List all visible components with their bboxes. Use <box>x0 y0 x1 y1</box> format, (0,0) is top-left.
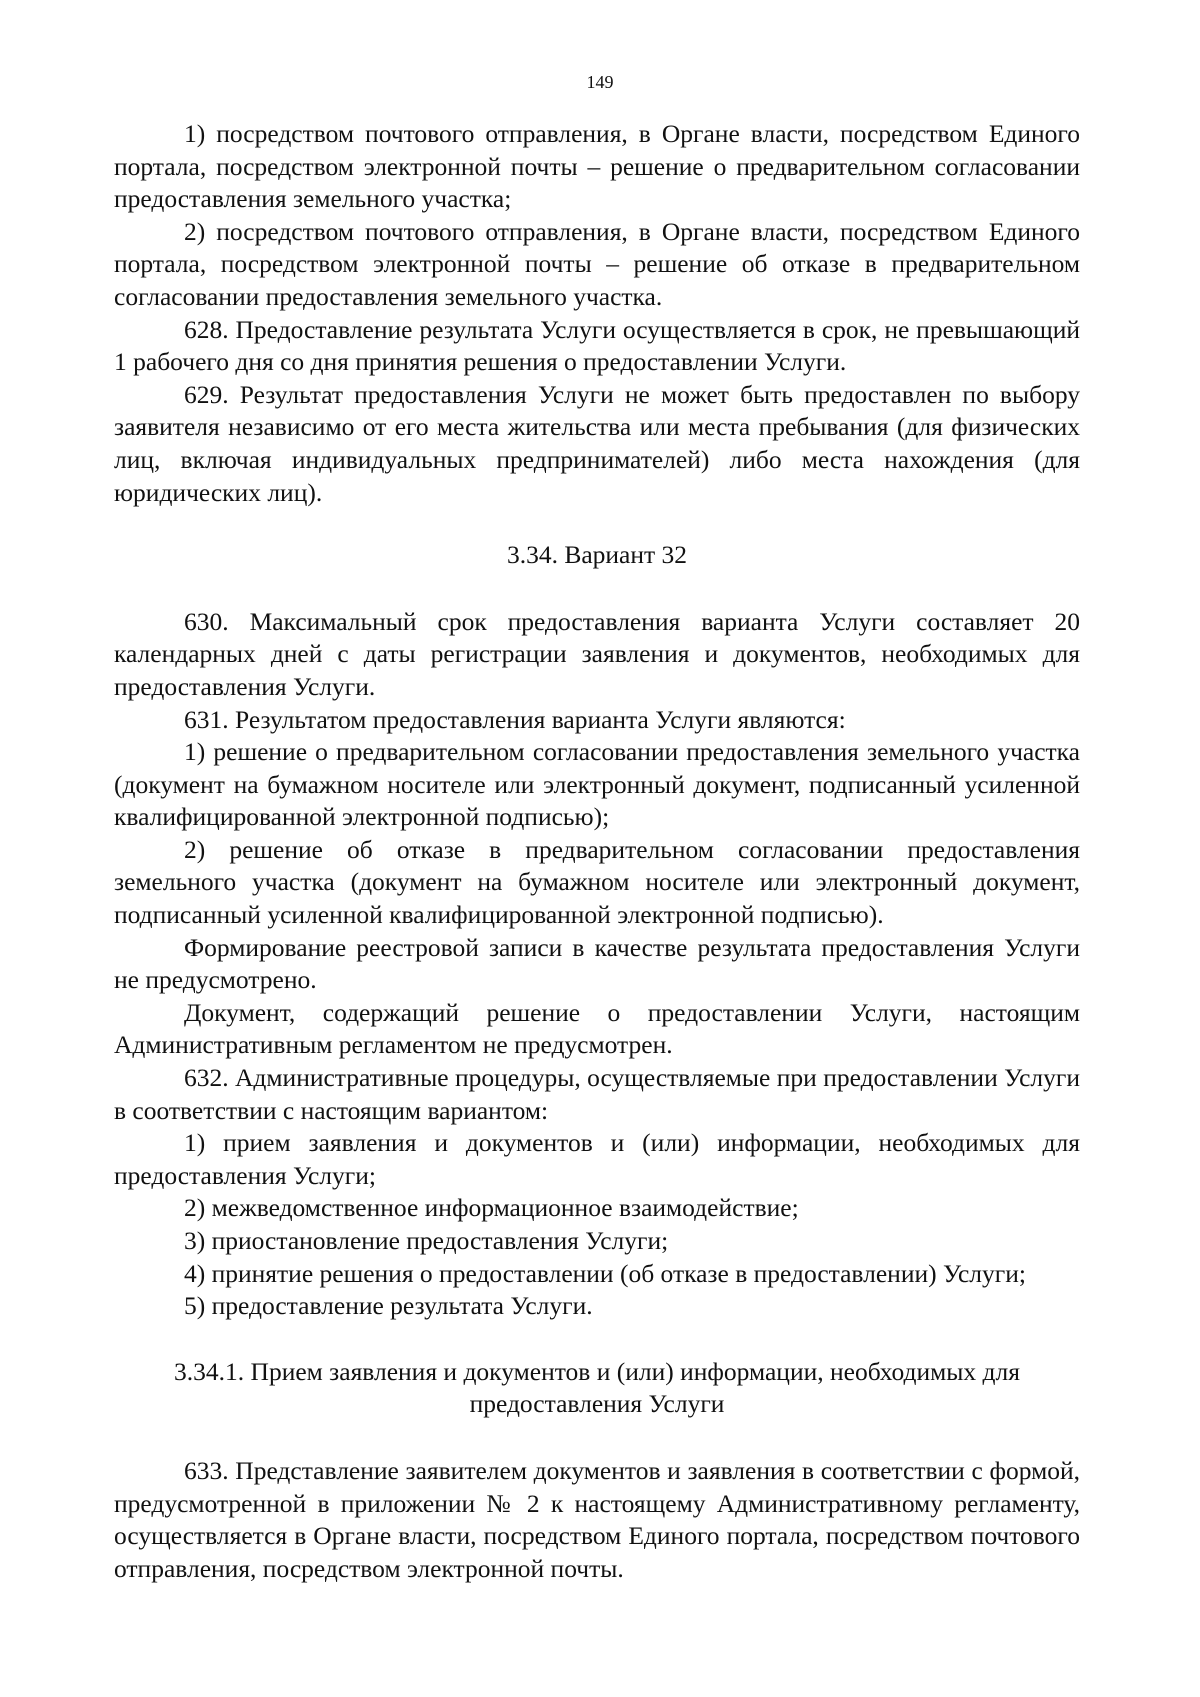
paragraph-628: 628. Предоставление результата Услуги осуществляется в срок, не превышающий 1 рабочего дня со дня принятия решения о предоставлении Услуги. <box>114 314 1080 377</box>
paragraph-631-item-2: 2) решение об отказе в предварительном согласовании предоставления земельного участка (документ на бумажном носителе или электронный документ, подписанный усиленной квалифицированной электронной подписью). <box>114 834 1080 930</box>
paragraph-delivery-refusal: 2) посредством почтового отправления, в Органе власти, посредством Единого портала, посредством электронной почты – решение об отказе в предварительном согласовании предоставления земельного участка. <box>114 216 1080 311</box>
paragraph-delivery-approval: 1) посредством почтового отправления, в Органе власти, посредством Единого портала, посредством электронной почты – решение о предварительном согласовании предоставления земельного участка; <box>114 119 1080 214</box>
paragraph-registry-record: Формирование реестровой записи в качестве результата предоставления Услуги не предусмотрено. <box>114 932 1080 995</box>
paragraph-631: 631. Результатом предоставления варианта Услуги являются: <box>184 704 846 734</box>
subsection-heading-3-34-1: 3.34.1. Прием заявления и документов и (или) информации, необходимых для предоставления Услуги <box>174 1356 1020 1419</box>
paragraph-632-item-4: 4) принятие решения о предоставлении (об отказе в предоставлении) Услуги; <box>184 1258 1026 1288</box>
page-content <box>114 118 1080 1585</box>
paragraph-632: 632. Административные процедуры, осуществляемые при предоставлении Услуги в соответствии с настоящим вариантом: <box>114 1063 1080 1125</box>
paragraph-630: 630. Максимальный срок предоставления варианта Услуги составляет 20 календарных дней с даты регистрации заявления и документов, необходимых для предоставления Услуги. <box>114 606 1080 701</box>
paragraph-decision-document: Документ, содержащий решение о предоставлении Услуги, настоящим Административным регламентом не предусмотрен. <box>114 997 1080 1060</box>
paragraph-632-item-3: 3) приостановление предоставления Услуги; <box>184 1226 669 1255</box>
paragraph-632-item-5: 5) предоставление результата Услуги. <box>184 1291 593 1321</box>
paragraph-633: 633. Представление заявителем документов и заявления в соответствии с формой, предусмотренной в приложении № 2 к настоящему Административному регламенту, осуществляется в Органе власти, посредством Единого портала, посредством почтового отправления, посредством электронной почты. <box>114 1455 1080 1583</box>
paragraph-632-item-1: 1) прием заявления и документов и (или) информации, необходимых для предоставления Услуги; <box>114 1128 1080 1190</box>
paragraph-629: 629. Результат предоставления Услуги не может быть предоставлен по выбору заявителя независимо от его места жительства или места пребывания (для физических лиц, включая индивидуальных предпринимателей) либо места нахождения (для юридических лиц). <box>114 379 1080 507</box>
section-heading-3-34: 3.34. Вариант 32 <box>506 540 688 570</box>
paragraph-631-item-1: 1) решение о предварительном согласовании предоставления земельного участка (документ на бумажном носителе или электронный документ, подписанный усиленной квалифицированной электронной подписью); <box>114 737 1080 832</box>
page-number: 149 <box>586 72 614 92</box>
paragraph-632-item-2: 2) межведомственное информационное взаимодействие; <box>184 1193 799 1223</box>
